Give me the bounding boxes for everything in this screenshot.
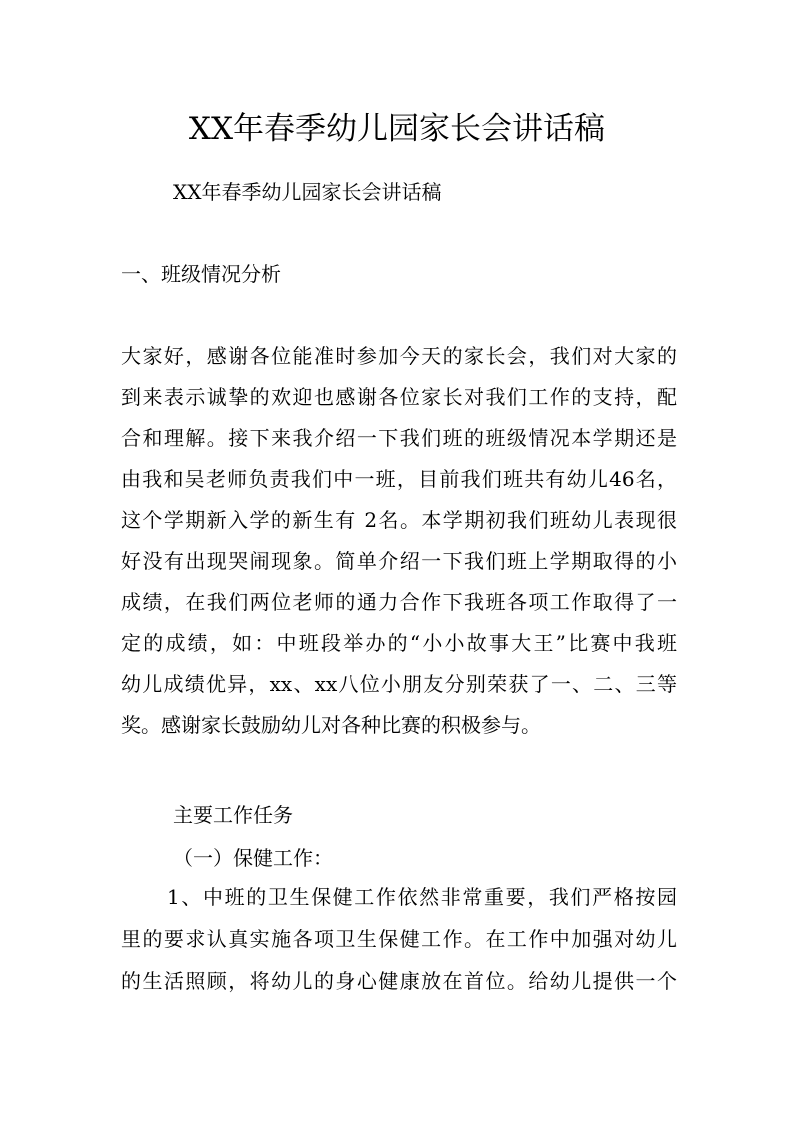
paragraph-line: 这个学期新入学的新生有 2名。本学期初我们班幼儿表现很	[121, 508, 677, 532]
paragraph-class-situation	[121, 341, 677, 751]
paragraph-line: 的生活照顾，将幼儿的身心健康放在首位。给幼儿提供一个	[121, 969, 677, 993]
section-heading-class-analysis: 一、班级情况分析	[121, 262, 281, 286]
paragraph-line: 里的要求认真实施各项卫生保健工作。在工作中加强对幼儿	[121, 927, 677, 951]
paragraph-line: 奖。感谢家长鼓励幼儿对各种比赛的积极参与。	[121, 713, 541, 737]
paragraph-line: 1、中班的卫生保健工作依然非常重要，我们严格按园	[167, 885, 677, 909]
paragraph-line: 好没有出现哭闹现象。简单介绍一下我们班上学期取得的小	[121, 549, 677, 573]
document-title: XX年春季幼儿园家长会讲话稿	[188, 111, 606, 147]
paragraph-line: 幼儿成绩优异，xx、xx八位小朋友分别荣获了一、二、三等	[121, 672, 677, 696]
paragraph-line: 成绩，在我们两位老师的通力合作下我班各项工作取得了一	[121, 590, 677, 614]
paragraph-line: 到来表示诚挚的欢迎也感谢各位家长对我们工作的支持，配	[121, 385, 677, 409]
document-subtitle: XX年春季幼儿园家长会讲话稿	[173, 180, 442, 204]
subsection-heading-health-work: （一）保健工作：	[173, 846, 333, 870]
paragraph-line: 合和理解。接下来我介绍一下我们班的班级情况本学期还是	[121, 426, 677, 450]
paragraph-line: 定的成绩，如：中班段举办的“小小故事大王”比赛中我班	[121, 631, 677, 655]
section-heading-main-tasks: 主要工作任务	[173, 803, 293, 827]
paragraph-line: 大家好，感谢各位能准时参加今天的家长会，我们对大家的	[121, 344, 677, 368]
paragraph-line: 由我和吴老师负责我们中一班，目前我们班共有幼儿46名，	[121, 467, 677, 491]
paragraph-health-work	[121, 882, 677, 1008]
